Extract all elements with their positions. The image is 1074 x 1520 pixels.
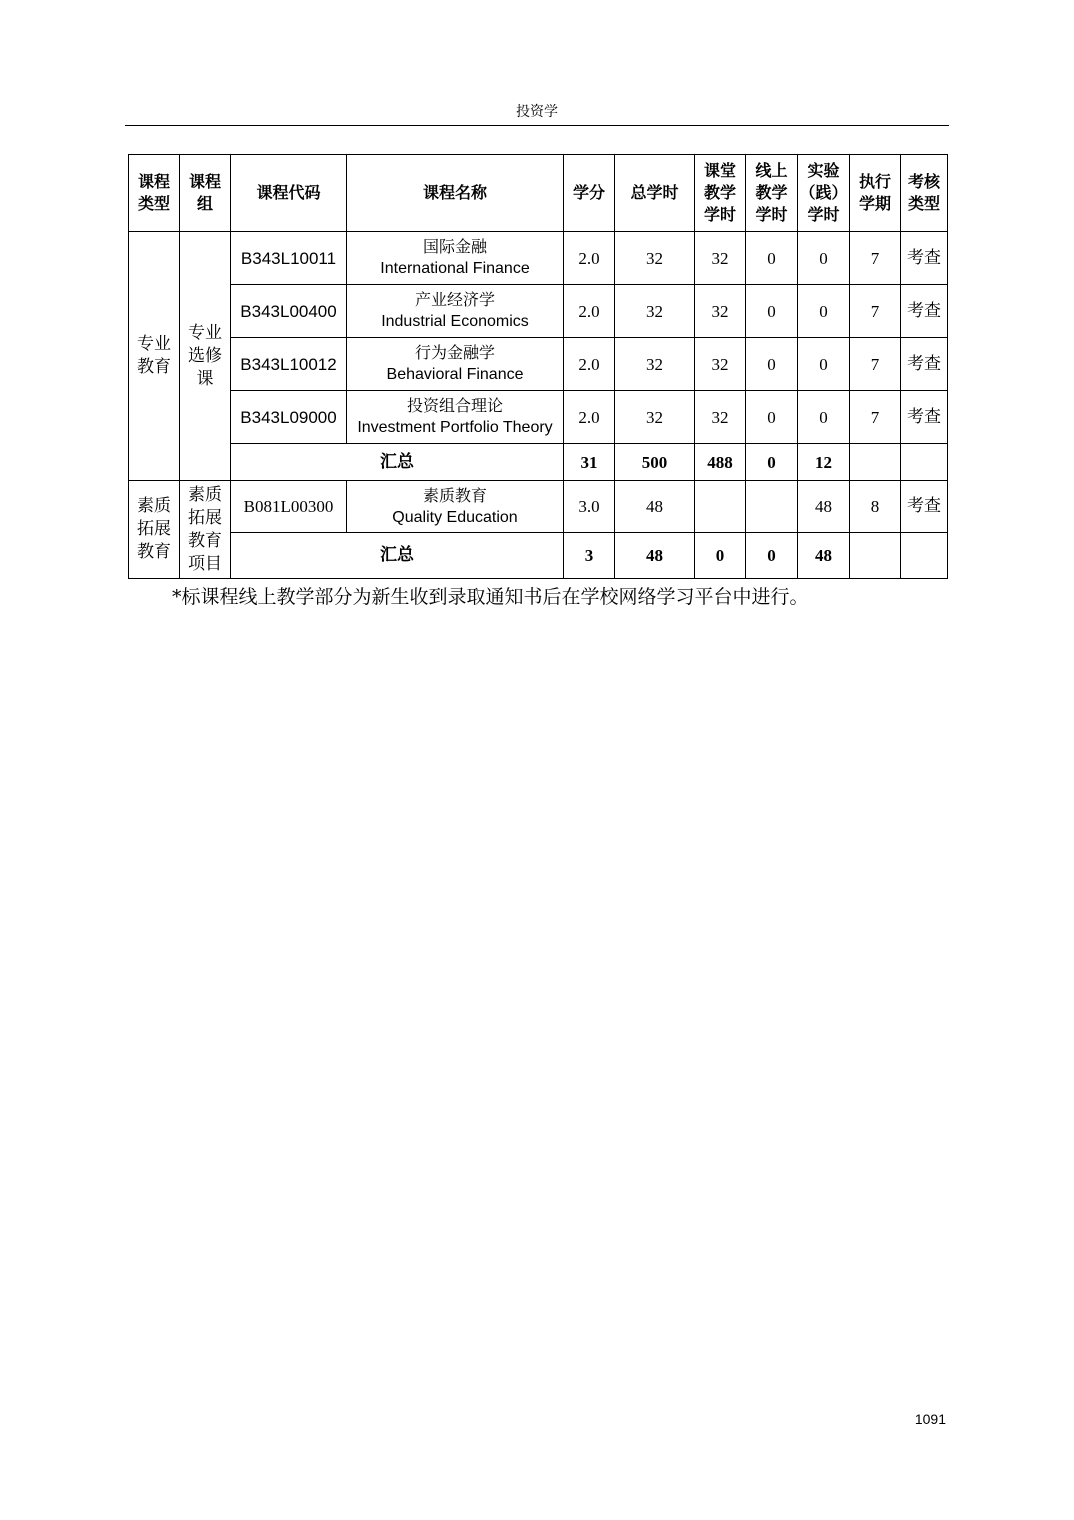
exam-type-cell: 考查 [901, 285, 948, 338]
summary-online-hours-cell: 0 [746, 533, 798, 579]
course-code-cell: B081L00300 [231, 481, 347, 533]
col-header-total-hours: 总学时 [615, 155, 695, 232]
total-hours-cell: 32 [615, 232, 695, 285]
classroom-hours-cell: 32 [695, 285, 746, 338]
classroom-hours-cell: 32 [695, 232, 746, 285]
semester-cell: 7 [850, 338, 901, 391]
online-hours-cell: 0 [746, 338, 798, 391]
lab-hours-cell: 0 [798, 232, 850, 285]
classroom-hours-cell: 32 [695, 391, 746, 444]
lab-hours-cell: 48 [798, 481, 850, 533]
course-name-cell: 产业经济学 Industrial Economics [347, 285, 564, 338]
course-code-cell: B343L09000 [231, 391, 347, 444]
summary-total-hours-cell: 500 [615, 444, 695, 481]
col-header-course-type: 课程 类型 [129, 155, 180, 232]
semester-cell: 8 [850, 481, 901, 533]
credit-cell: 3.0 [564, 481, 615, 533]
course-name-cell: 投资组合理论 Investment Portfolio Theory [347, 391, 564, 444]
credit-cell: 2.0 [564, 391, 615, 444]
col-header-credit: 学分 [564, 155, 615, 232]
course-type-cell: 素质 拓展 教育 [129, 481, 180, 579]
credit-cell: 2.0 [564, 232, 615, 285]
total-hours-cell: 32 [615, 391, 695, 444]
table-row [129, 481, 948, 533]
footnote: *标课程线上教学部分为新生收到录取通知书后在学校网络学习平台中进行。 [172, 586, 809, 608]
course-group-cell: 素质 拓展 教育 项目 [180, 481, 231, 579]
col-header-online-hours: 线上 教学 学时 [746, 155, 798, 232]
course-code-cell: B343L10011 [231, 232, 347, 285]
summary-label: 汇总 [231, 444, 564, 481]
course-group-cell: 专业 选修 课 [180, 232, 231, 481]
summary-online-hours-cell: 0 [746, 444, 798, 481]
total-hours-cell: 48 [615, 481, 695, 533]
lab-hours-cell: 0 [798, 285, 850, 338]
semester-cell: 7 [850, 232, 901, 285]
summary-lab-hours-cell: 48 [798, 533, 850, 579]
course-type-cell: 专业 教育 [129, 232, 180, 481]
table-row [129, 338, 948, 391]
table-row [129, 285, 948, 338]
lab-hours-cell: 0 [798, 391, 850, 444]
table-row [129, 232, 948, 285]
page-number: 1091 [914, 1411, 946, 1427]
exam-type-cell: 考查 [901, 391, 948, 444]
course-name-cell: 行为金融学 Behavioral Finance [347, 338, 564, 391]
page-header-title: 投资学 [516, 104, 558, 120]
course-name-cell: 国际金融 International Finance [347, 232, 564, 285]
summary-classroom-hours-cell: 488 [695, 444, 746, 481]
col-header-semester: 执行 学期 [850, 155, 901, 232]
course-code-cell: B343L00400 [231, 285, 347, 338]
exam-type-cell: 考查 [901, 481, 948, 533]
summary-semester-cell [850, 533, 901, 579]
summary-total-hours-cell: 48 [615, 533, 695, 579]
summary-exam-type-cell [901, 444, 948, 481]
summary-semester-cell [850, 444, 901, 481]
exam-type-cell: 考查 [901, 338, 948, 391]
online-hours-cell: 0 [746, 391, 798, 444]
col-header-course-name: 课程名称 [347, 155, 564, 232]
summary-exam-type-cell [901, 533, 948, 579]
classroom-hours-cell: 32 [695, 338, 746, 391]
table-row [129, 391, 948, 444]
col-header-lab-hours: 实验 （践） 学时 [798, 155, 850, 232]
course-code-cell: B343L10012 [231, 338, 347, 391]
course-name-cell: 素质教育 Quality Education [347, 481, 564, 533]
course-table [128, 154, 948, 579]
col-header-course-group: 课程 组 [180, 155, 231, 232]
summary-row [129, 444, 948, 481]
total-hours-cell: 32 [615, 338, 695, 391]
exam-type-cell: 考查 [901, 232, 948, 285]
online-hours-cell [746, 481, 798, 533]
total-hours-cell: 32 [615, 285, 695, 338]
col-header-course-code: 课程代码 [231, 155, 347, 232]
page-header [125, 103, 949, 126]
classroom-hours-cell [695, 481, 746, 533]
semester-cell: 7 [850, 285, 901, 338]
online-hours-cell: 0 [746, 285, 798, 338]
table-header-row [129, 155, 948, 232]
summary-credit-cell: 31 [564, 444, 615, 481]
summary-classroom-hours-cell: 0 [695, 533, 746, 579]
lab-hours-cell: 0 [798, 338, 850, 391]
credit-cell: 2.0 [564, 285, 615, 338]
summary-row [129, 533, 948, 579]
col-header-exam-type: 考核 类型 [901, 155, 948, 232]
credit-cell: 2.0 [564, 338, 615, 391]
summary-lab-hours-cell: 12 [798, 444, 850, 481]
online-hours-cell: 0 [746, 232, 798, 285]
col-header-classroom-hours: 课堂 教学 学时 [695, 155, 746, 232]
semester-cell: 7 [850, 391, 901, 444]
summary-label: 汇总 [231, 533, 564, 579]
summary-credit-cell: 3 [564, 533, 615, 579]
